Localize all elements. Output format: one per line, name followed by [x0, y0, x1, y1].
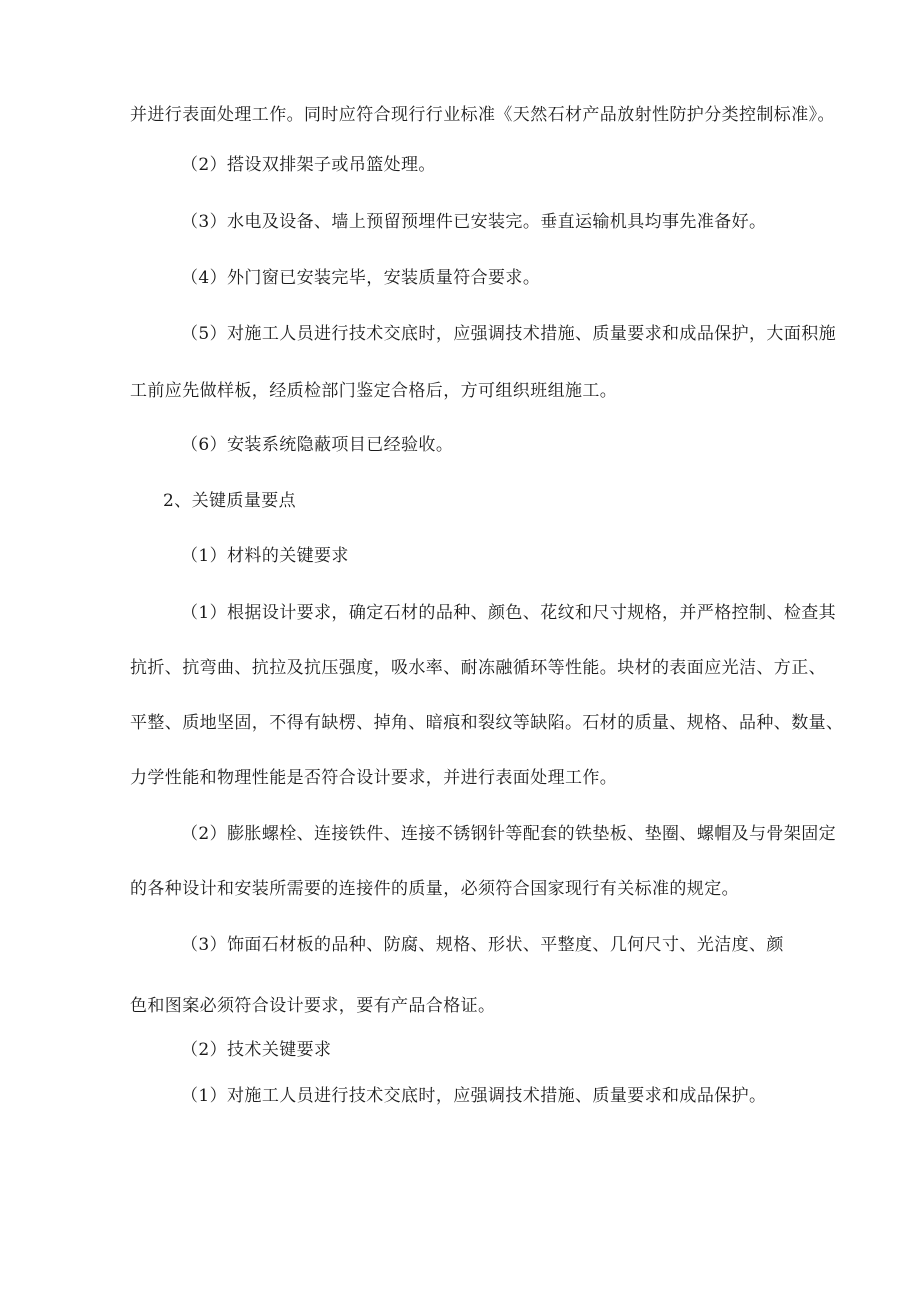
paragraph-line: 工前应先做样板，经质检部门鉴定合格后，方可组织班组施工。 — [130, 381, 618, 401]
paragraph-line: （2）膨胀螺栓、连接铁件、连接不锈钢针等配套的铁垫板、垫圈、螺帽及与骨架固定 — [181, 824, 837, 844]
paragraph-line: （3）水电及设备、墙上预留预埋件已安装完。垂直运输机具均事先准备好。 — [181, 212, 767, 232]
paragraph-line: 的各种设计和安装所需要的连接件的质量，必须符合国家现行有关标准的规定。 — [130, 879, 739, 899]
section-heading: 2、关键质量要点 — [163, 491, 297, 511]
paragraph-line: （4）外门窗已安装完毕，安装质量符合要求。 — [181, 268, 541, 288]
paragraph-line: （5）对施工人员进行技术交底时，应强调技术措施、质量要求和成品保护，大面积施 — [181, 324, 837, 344]
subsection-heading: （1）材料的关键要求 — [181, 546, 349, 566]
paragraph-line: 平整、质地坚固，不得有缺楞、掉角、暗痕和裂纹等缺陷。石材的质量、规格、品种、数量、 — [130, 713, 844, 733]
paragraph-line: 色和图案必须符合设计要求，要有产品合格证。 — [130, 996, 496, 1016]
subsection-heading: （2）技术关键要求 — [181, 1040, 332, 1060]
paragraph-line: （2）搭设双排架子或吊篮处理。 — [181, 155, 436, 175]
paragraph-line: （6）安装系统隐蔽项目已经验收。 — [181, 435, 454, 455]
paragraph-line: （1）对施工人员进行技术交底时，应强调技术措施、质量要求和成品保护。 — [181, 1086, 767, 1106]
paragraph-line: （1）根据设计要求，确定石材的品种、颜色、花纹和尺寸规格，并严格控制、检查其 — [181, 603, 837, 623]
paragraph-line: 力学性能和物理性能是否符合设计要求，并进行表面处理工作。 — [130, 768, 618, 788]
paragraph-line: 抗折、抗弯曲、抗拉及抗压强度，吸水率、耐冻融循环等性能。块材的表面应光洁、方正、 — [130, 658, 826, 678]
paragraph-line: （3）饰面石材板的品种、防腐、规格、形状、平整度、几何尺寸、光洁度、颜 — [181, 935, 784, 955]
paragraph-line: 并进行表面处理工作。同时应符合现行行业标准《天然石材产品放射性防护分类控制标准》。 — [130, 105, 835, 125]
